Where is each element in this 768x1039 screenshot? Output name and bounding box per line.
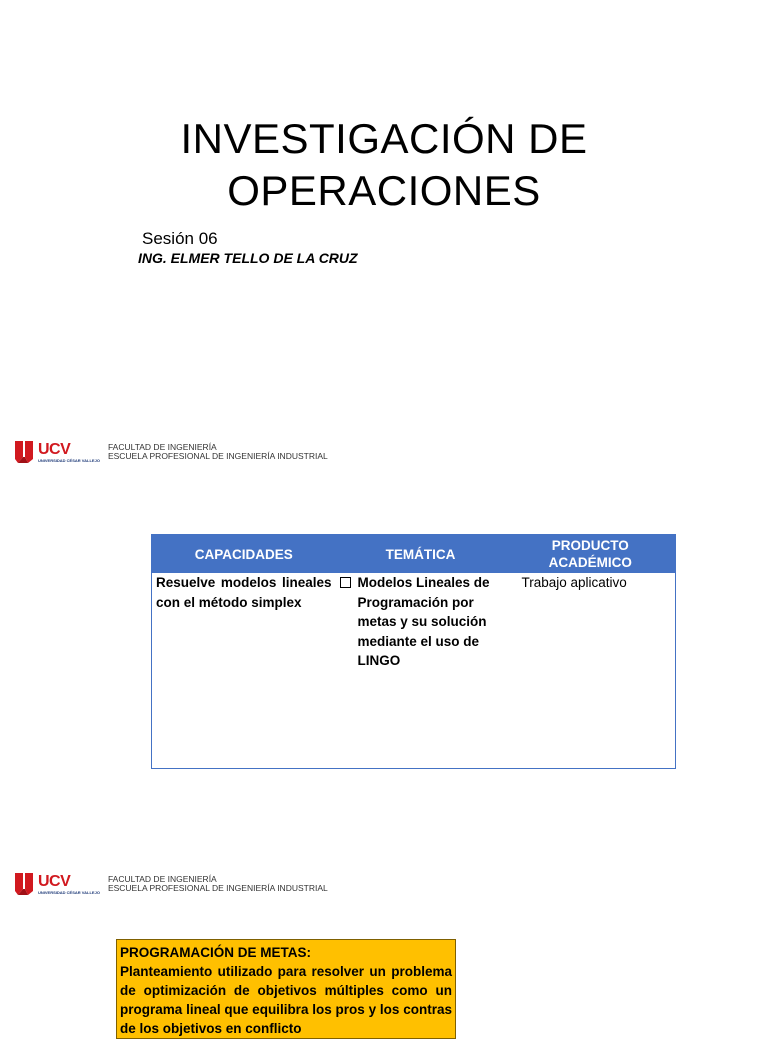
header-capacidades: CAPACIDADES	[152, 535, 336, 574]
table-header-row	[152, 535, 676, 574]
session-plan-table	[151, 534, 676, 769]
university-header	[14, 439, 328, 465]
checkbox-bullet-icon	[340, 577, 351, 588]
tematica-cell	[336, 573, 506, 769]
ucv-shield-icon	[14, 439, 36, 465]
producto-cell: Trabajo aplicativo	[521, 575, 627, 590]
presentation-title	[0, 113, 768, 217]
goal-programming-heading: PROGRAMACIÓN DE METAS:	[120, 945, 311, 960]
ucv-logo-subtext-2: UNIVERSIDAD CÉSAR VALLEJO	[38, 889, 100, 895]
goal-programming-definition-box	[116, 939, 456, 1039]
faculty-name: FACULTAD DE INGENIERÍA	[107, 441, 217, 452]
title-line-1: INVESTIGACIÓN DE	[180, 115, 588, 162]
author-name: ING. ELMER TELLO DE LA CRUZ	[138, 250, 358, 266]
capacidad-cell: Resuelve modelos lineales con el método simplex	[156, 575, 332, 610]
faculty-name-2: FACULTAD DE INGENIERÍA	[107, 873, 217, 884]
tematica-text: Modelos Lineales de Programación por metas y su solución mediante el uso de LINGO	[357, 575, 490, 668]
ucv-shield-icon	[14, 871, 36, 897]
school-name: ESCUELA PROFESIONAL DE INGENIERÍA INDUSTRIAL	[107, 451, 328, 461]
ucv-logo-subtext: UNIVERSIDAD CÉSAR VALLEJO	[38, 457, 100, 463]
goal-programming-body: Planteamiento utilizado para resolver un problema de optimización de objetivos múltiples como un programa lineal que equilibra los pros y los contras de los objetivos en conflicto	[120, 964, 452, 1036]
ucv-logo-2	[14, 871, 100, 897]
header-producto-academico: PRODUCTO ACADÉMICO	[506, 535, 676, 574]
ucv-logo-text-2: UCV	[38, 872, 71, 890]
table-row	[152, 573, 676, 769]
school-name-2: ESCUELA PROFESIONAL DE INGENIERÍA INDUSTRIAL	[107, 883, 328, 893]
session-label: Sesión 06	[142, 229, 218, 248]
header-tematica: TEMÁTICA	[336, 535, 506, 574]
ucv-logo-text: UCV	[38, 440, 71, 458]
title-line-2: OPERACIONES	[227, 167, 541, 214]
ucv-logo	[14, 439, 100, 465]
university-header-2	[14, 871, 328, 897]
